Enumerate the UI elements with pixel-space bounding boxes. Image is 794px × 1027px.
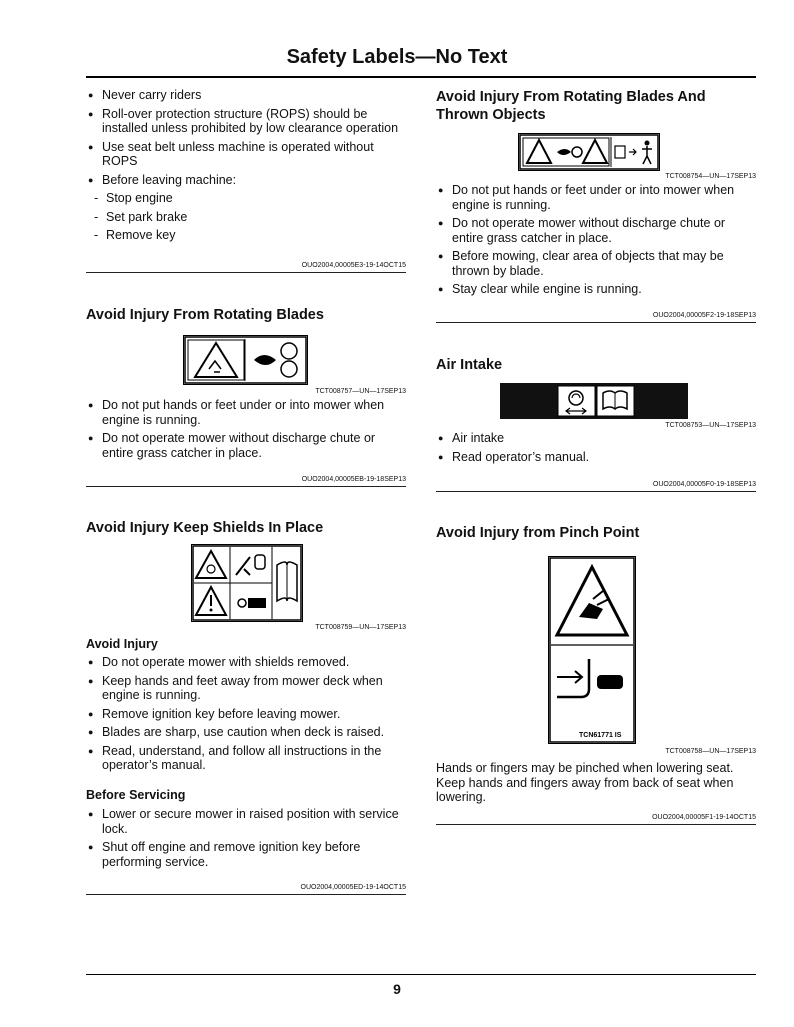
section-title-air-intake: Air Intake xyxy=(436,357,503,373)
section-divider xyxy=(86,272,406,273)
before-servicing-list xyxy=(86,807,406,873)
air-intake-safety-label xyxy=(500,383,688,419)
list-item: ● Lower or secure mower in raised position with service lock. xyxy=(86,807,406,836)
subhead-avoid-injury: Avoid Injury xyxy=(86,637,158,651)
title-rule xyxy=(86,76,756,78)
section-code: OUO2004,00005E3-19-14OCT15 xyxy=(301,262,406,269)
list-item: ● Never carry riders xyxy=(86,88,406,103)
section-divider xyxy=(86,894,406,895)
section-divider xyxy=(436,824,756,825)
list-item: ● Do not operate mower with shields removed. xyxy=(86,655,406,670)
section-divider xyxy=(436,322,756,323)
list-item: ● Use seat belt unless machine is operated without ROPS xyxy=(86,140,406,169)
section-code: OUO2004,00005ED-19-14OCT15 xyxy=(300,884,406,891)
section-title-rotating-blades: Avoid Injury From Rotating Blades xyxy=(86,307,324,323)
shields-safety-label xyxy=(191,544,303,622)
air-intake-list xyxy=(436,431,756,468)
section-divider xyxy=(86,486,406,487)
list-item: ● Do not put hands or feet under or into mower when engine is running. xyxy=(86,398,406,427)
footer-rule xyxy=(86,974,756,975)
thrown-objects-safety-label xyxy=(518,133,660,171)
section-title-thrown-objects: Avoid Injury From Rotating Blades And Thrown Objects xyxy=(436,89,706,123)
image-code: TCT008758—UN—17SEP13 xyxy=(665,748,756,755)
list-item: ● Roll-over protection structure (ROPS) should be installed unless prohibited by low clearance operation xyxy=(86,107,406,136)
list-item: ● Do not operate mower without discharge chute or entire grass catcher in place. xyxy=(86,431,406,460)
section-title-pinch-point: Avoid Injury from Pinch Point xyxy=(436,525,640,541)
riders-list xyxy=(86,88,406,247)
section-title-shields: Avoid Injury Keep Shields In Place xyxy=(86,520,324,536)
sub-list-item: - Stop engine xyxy=(86,191,406,206)
list-item: ● Before mowing, clear area of objects that may be thrown by blade. xyxy=(436,249,756,278)
sub-list-item: - Remove key xyxy=(86,228,406,243)
list-item: ● Do not put hands or feet under or into mower when engine is running. xyxy=(436,183,756,212)
avoid-injury-list xyxy=(86,655,406,777)
pinch-point-safety-label xyxy=(548,556,636,744)
section-code: OUO2004,00005EB-19-18SEP13 xyxy=(301,476,406,483)
image-code: TCT008754—UN—17SEP13 xyxy=(665,173,756,180)
list-item: ● Blades are sharp, use caution when deck is raised. xyxy=(86,725,406,740)
pinch-point-text: Hands or fingers may be pinched when lowering seat. Keep hands and fingers away from back of seat when lowering. xyxy=(436,761,734,804)
list-item: ● Shut off engine and remove ignition key before performing service. xyxy=(86,840,406,869)
list-item: ● Read operator’s manual. xyxy=(436,450,756,465)
thrown-objects-list xyxy=(436,183,756,301)
rotating-blades-list xyxy=(86,398,406,464)
section-code: OUO2004,00005F2-19-18SEP13 xyxy=(652,312,756,319)
sub-list-item: - Set park brake xyxy=(86,210,406,225)
page-title: Safety Labels—No Text xyxy=(286,46,508,68)
image-code: TCT008753—UN—17SEP13 xyxy=(665,422,756,429)
list-item: ● Remove ignition key before leaving mower. xyxy=(86,707,406,722)
rotating-blades-safety-label xyxy=(183,335,308,385)
section-divider xyxy=(436,491,756,492)
section-code: OUO2004,00005F0-19-18SEP13 xyxy=(652,481,756,488)
list-item: ● Read, understand, and follow all instructions in the operator’s manual. xyxy=(86,744,406,773)
subhead-before-servicing: Before Servicing xyxy=(86,788,186,802)
list-item: ● Before leaving machine: xyxy=(86,173,406,188)
page-number: 9 xyxy=(393,981,401,997)
image-code: TCT008759—UN—17SEP13 xyxy=(315,624,406,631)
list-item: ● Keep hands and feet away from mower deck when engine is running. xyxy=(86,674,406,703)
list-item: ● Do not operate mower without discharge chute or entire grass catcher in place. xyxy=(436,216,756,245)
label-mark: TCN61771 IS xyxy=(579,732,622,739)
list-item: ● Air intake xyxy=(436,431,756,446)
section-code: OUO2004,00005F1-19-14OCT15 xyxy=(652,814,756,821)
image-code: TCT008757—UN—17SEP13 xyxy=(315,388,406,395)
list-item: ● Stay clear while engine is running. xyxy=(436,282,756,297)
